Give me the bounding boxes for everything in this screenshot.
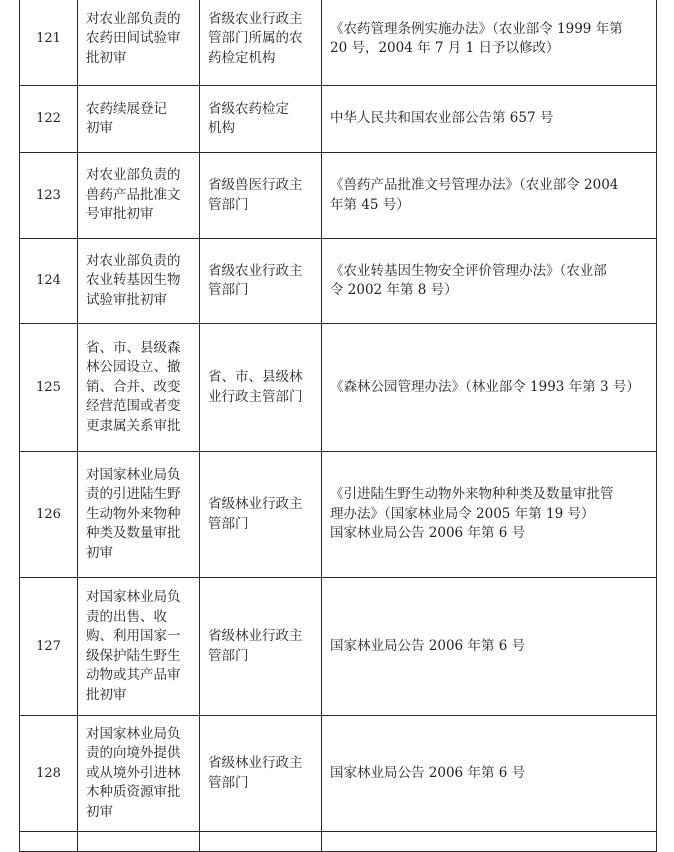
row-number: 121 [20, 0, 78, 86]
department-line: 管部门 [208, 196, 249, 213]
row-number: 123 [20, 153, 78, 239]
department-line: 省级农药检定 [208, 100, 289, 117]
table-row [20, 86, 657, 153]
legal-basis-line: 《兽药产品批准文号管理办法》（农业部令 2004 [330, 177, 619, 193]
approval-item-line: 责的出售、收 [86, 608, 167, 625]
department-line: 省级林业行政主 [208, 755, 303, 771]
department-line: 管部门 [208, 647, 249, 664]
legal-basis-line: 令 2002 年第 8 号） [330, 282, 458, 298]
legal-basis-cell [322, 578, 657, 716]
approval-item-line: 木种质资源审批 [86, 784, 181, 801]
row-number: 128 [20, 716, 78, 832]
department-line: 省、市、县级林 [208, 369, 303, 385]
implementing-department-cell [200, 324, 322, 452]
approval-item-line: 动物或其产品审 [86, 667, 181, 683]
table-body [20, 0, 657, 852]
legal-basis-cell [322, 86, 657, 153]
approval-item-line: 批初审 [86, 49, 127, 66]
approval-item-cell [78, 0, 200, 86]
department-line: 省级林业行政主 [208, 496, 303, 512]
department-line: 省级农业行政主 [208, 10, 303, 27]
approval-item-cell [78, 153, 200, 239]
legal-basis-line: 国家林业局公告 2006 年第 6 号 [330, 525, 526, 542]
approval-items-table [19, 0, 657, 852]
implementing-department-cell [200, 578, 322, 716]
department-line: 管部门 [208, 774, 249, 791]
row-number: 125 [20, 324, 78, 452]
table-row [20, 716, 657, 832]
approval-item-line: 林公园设立、撤 [86, 359, 181, 376]
legal-basis-cell [322, 239, 657, 324]
approval-item-line: 责的向境外提供 [86, 745, 181, 762]
legal-basis-line: 年第 45 号） [330, 196, 410, 213]
approval-item-line: 生动物外来物种 [86, 505, 181, 522]
legal-basis-line: 中华人民共和国农业部公告第 657 号 [330, 110, 554, 127]
legal-basis-cell [322, 716, 657, 832]
approval-item-line: 或从境外引进林 [86, 764, 181, 781]
row-number: 122 [20, 86, 78, 153]
legal-basis-cell [322, 153, 657, 239]
approval-item-cell [78, 832, 200, 852]
approval-item-line: 对农业部负责的 [86, 167, 181, 184]
legal-basis-line: 《森林公园管理办法》（林业部令 1993 年第 3 号） [330, 378, 640, 395]
implementing-department-cell [200, 452, 322, 578]
table-row [20, 578, 657, 716]
legal-basis-cell [322, 0, 657, 86]
table-row [20, 0, 657, 86]
approval-item-cell [78, 578, 200, 716]
row-number: 124 [20, 239, 78, 324]
approval-item-line: 对国家林业局负 [86, 466, 181, 483]
approval-item-cell [78, 716, 200, 832]
approval-item-line: 对农业部负责的 [86, 10, 181, 27]
legal-basis-cell [322, 832, 657, 852]
department-line: 管部门所属的农 [208, 30, 303, 47]
implementing-department-cell [200, 86, 322, 153]
legal-basis-line: 《引进陆生野生动物外来物种种类及数量审批管 [330, 486, 614, 503]
approval-item-line: 责的引进陆生野 [86, 486, 181, 503]
approval-item-cell [78, 324, 200, 452]
table-row [20, 239, 657, 324]
legal-basis-line: 国家林业局公告 2006 年第 6 号 [330, 764, 526, 781]
approval-item-line: 更隶属关系审批 [86, 417, 181, 434]
approval-item-line: 销、合并、改变 [86, 378, 181, 395]
approval-item-line: 对国家林业局负 [86, 725, 181, 742]
table-row [20, 153, 657, 239]
approval-item-line: 批初审 [86, 686, 127, 703]
table-row [20, 832, 657, 852]
legal-basis-cell [322, 452, 657, 578]
department-line: 省级兽医行政主 [208, 177, 303, 193]
implementing-department-cell [200, 0, 322, 86]
legal-basis-line: 《农业转基因生物安全评价管理办法》（农业部 [330, 262, 607, 279]
department-line: 药检定机构 [208, 49, 276, 66]
approval-item-line: 购、利用国家一 [86, 628, 181, 644]
department-line: 省级农业行政主 [208, 262, 303, 279]
approval-item-line: 初审 [86, 120, 113, 136]
department-line: 业行政主管部门 [208, 388, 303, 405]
approval-item-line: 经营范围或者变 [86, 398, 181, 415]
department-line: 管部门 [208, 282, 249, 298]
approval-item-line: 初审 [86, 544, 113, 561]
legal-basis-line: 20 号，2004 年 7 月 1 日予以修改） [330, 40, 560, 56]
legal-basis-line: 国家林业局公告 2006 年第 6 号 [330, 637, 526, 654]
department-line: 管部门 [208, 515, 249, 532]
department-line: 机构 [208, 120, 235, 136]
implementing-department-cell [200, 716, 322, 832]
approval-item-line: 对国家林业局负 [86, 589, 181, 605]
approval-item-line: 对农业部负责的 [86, 252, 181, 269]
approval-item-line: 农药田间试验审 [86, 30, 181, 47]
row-number: 126 [20, 452, 78, 578]
approval-item-line: 农药续展登记 [86, 100, 167, 117]
approval-item-line: 种类及数量审批 [86, 525, 181, 542]
legal-basis-line: 理办法》（国家林业局令 2005 年第 19 号） [330, 505, 595, 522]
implementing-department-cell [200, 832, 322, 852]
approval-item-line: 级保护陆生野生 [86, 647, 181, 664]
approval-item-line: 号审批初审 [86, 206, 154, 223]
implementing-department-cell [200, 239, 322, 324]
approval-item-line: 农业转基因生物 [86, 272, 181, 289]
approval-item-line: 省、市、县级森 [86, 339, 181, 356]
department-line: 省级林业行政主 [208, 628, 303, 644]
approval-item-line: 兽药产品批准文 [86, 186, 181, 203]
legal-basis-cell [322, 324, 657, 452]
table-row [20, 452, 657, 578]
legal-basis-line: 《农药管理条例实施办法》（农业部令 1999 年第 [330, 20, 623, 37]
table-row [20, 324, 657, 452]
approval-item-cell [78, 86, 200, 153]
approval-item-line: 试验审批初审 [86, 291, 167, 308]
row-number [20, 832, 78, 852]
approval-item-cell [78, 452, 200, 578]
approval-item-cell [78, 239, 200, 324]
implementing-department-cell [200, 153, 322, 239]
approval-item-line: 初审 [86, 803, 113, 820]
row-number: 127 [20, 578, 78, 716]
